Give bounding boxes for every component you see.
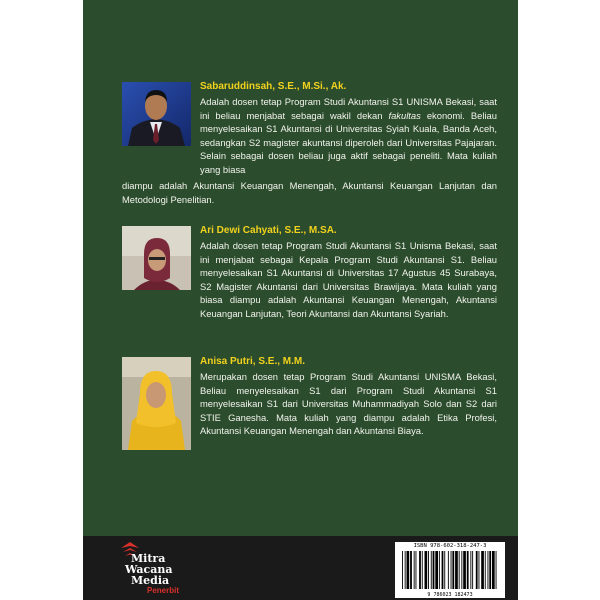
author-photo-1 — [122, 82, 191, 146]
barcode-bar — [452, 551, 454, 589]
barcode-bar — [470, 551, 471, 589]
barcode-bar — [405, 551, 406, 589]
barcode-bar — [431, 551, 432, 589]
publisher-subtitle: Penerbit — [147, 586, 180, 595]
publisher-name-line2: Wacana — [125, 563, 173, 576]
barcode-bars — [400, 551, 500, 589]
barcode-bar — [448, 551, 449, 589]
barcode-bar — [455, 551, 458, 589]
barcode-bar — [467, 551, 469, 589]
barcode-bar — [485, 551, 486, 589]
author-photo-1-image — [122, 82, 191, 146]
author-bio-2-text: Adalah dosen tetap Program Studi Akuntansi S1 Unisma Bekasi, saat ini menjabat sebagai Kepala Program Studi Akuntansi S1. Beliau menyelesaikan S1 Akuntansi di Universitas 17 Agustus 45 Surabaya, S2 Magister Akuntansi dari Universitas Brawijaya. Mata kuliah yang biasa diampu adalah Akuntansi Keuangan Menengah, Akuntansi Keuangan Lanjutan, Teori Akuntansi dan Akuntansi Syariah. — [200, 240, 497, 319]
barcode-bar — [439, 551, 440, 589]
barcode-bar — [435, 551, 438, 589]
barcode-bar — [402, 551, 403, 589]
publisher-name-line1: Mitra — [131, 552, 166, 565]
author-name-1: Sabaruddinsah, S.E., M.Si., Ak. — [200, 81, 347, 92]
author-photo-3-image — [122, 357, 191, 450]
barcode-bar — [428, 551, 429, 589]
author-name-2: Ari Dewi Cahyati, S.E., M.SA. — [200, 225, 337, 236]
barcode-bar — [442, 551, 444, 589]
isbn-digits: 9 786023 182473 — [427, 592, 473, 598]
barcode-bar — [410, 551, 412, 589]
author-bio-1-text: Adalah dosen tetap Program Studi Akuntansi S1 UNISMA Bekasi, saat ini beliau menjabat sebagai wakil dekan — [200, 96, 497, 121]
author-bio-1 — [200, 81, 497, 177]
barcode-bar — [407, 551, 410, 589]
barcode-bar — [479, 551, 480, 589]
barcode-bar — [488, 551, 489, 589]
barcode-bar — [419, 551, 421, 589]
author-bio-1-wrap: diampu adalah Akuntansi Keuangan Menengah, Akuntansi Keuangan Lanjutan dan Metodologi Penelitian. — [122, 180, 497, 205]
barcode-bar — [472, 551, 473, 589]
barcode-bar — [459, 551, 460, 589]
barcode-bar — [451, 551, 452, 589]
barcode-bar — [481, 551, 484, 589]
barcode-bar — [492, 551, 495, 589]
barcode-bar — [476, 551, 478, 589]
author-bio-2 — [200, 225, 497, 321]
barcode-bar — [433, 551, 435, 589]
barcode-bar — [461, 551, 462, 589]
barcode-bar — [463, 551, 466, 589]
publisher-name-line3: Media — [131, 574, 170, 587]
isbn-label: ISBN 978-602-318-247-3 — [413, 543, 487, 549]
author-photo-3 — [122, 357, 191, 450]
barcode-bar — [416, 551, 417, 589]
barcode-bar — [444, 551, 445, 589]
publisher-logo — [117, 540, 227, 596]
barcode-bar — [425, 551, 428, 589]
author-photo-2 — [122, 226, 191, 290]
author-bio-3-text: Merupakan dosen tetap Program Studi Akuntansi UNISMA Bekasi, Beliau menyelesaikan S1 dari Program Studi Akuntansi S1 menyelesaikan S1 dari Universitas Muhammadiyah Solo dan S2 dari STIE Ganesha. Mata kuliah yang diampu adalah Etika Profesi, Akuntansi Keuangan Menengah dan Akuntansi Biaya. — [200, 371, 497, 437]
author-photo-2-image — [122, 226, 191, 290]
barcode-bar — [414, 551, 415, 589]
author-bio-1-italic: fakultas — [388, 109, 421, 121]
author-bio-3 — [200, 356, 497, 438]
barcode-bar — [422, 551, 423, 589]
author-bio-1-rest: ekonomi. Beliau menyelesaikan S1 Akuntansi di Universitas Syiah Kuala, Banda Aceh, sedangkan S2 magister akuntansi diperoleh dari Universitas Pajajaran. Selain sebagai dosen beliau juga aktif sebagai peneliti. Mata kuliah yang biasa — [200, 109, 497, 175]
back-cover — [83, 0, 518, 600]
barcode-bar — [496, 551, 497, 589]
author-name-3: Anisa Putri, S.E., M.M. — [200, 356, 306, 367]
isbn-barcode — [395, 542, 505, 598]
barcode-bar — [489, 551, 491, 589]
